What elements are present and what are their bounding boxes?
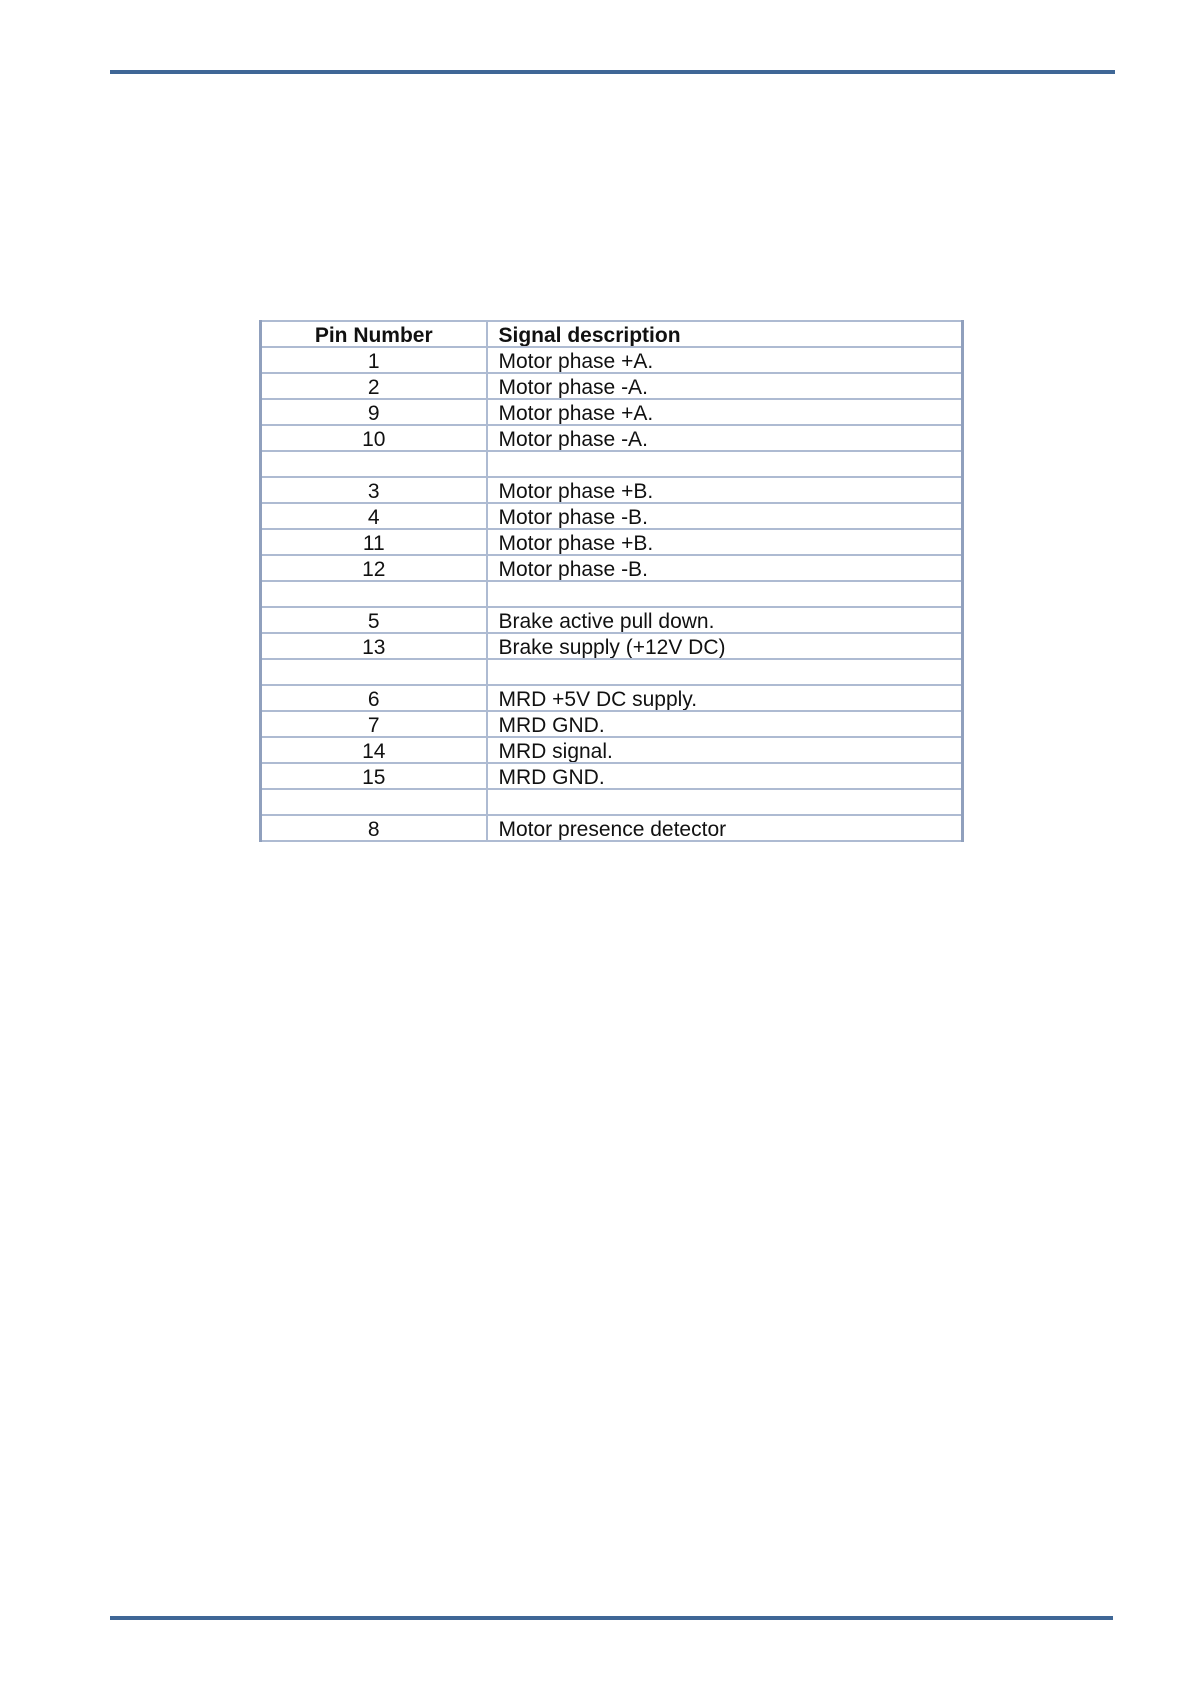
pin-number-cell: 1 — [261, 347, 487, 373]
pin-number-cell: 4 — [261, 503, 487, 529]
signal-description-cell: Motor phase +A. — [487, 347, 963, 373]
signal-description-cell: Motor phase +A. — [487, 399, 963, 425]
pin-number-cell — [261, 581, 487, 607]
table-row — [261, 477, 963, 503]
signal-description-cell: Motor phase +B. — [487, 529, 963, 555]
table-row — [261, 711, 963, 737]
table-row — [261, 633, 963, 659]
pin-number-cell — [261, 451, 487, 477]
pin-signal-table — [259, 320, 964, 842]
table-row — [261, 425, 963, 451]
table-row — [261, 347, 963, 373]
signal-description-cell: Motor phase +B. — [487, 477, 963, 503]
table-row — [261, 503, 963, 529]
signal-description-cell: MRD GND. — [487, 711, 963, 737]
table-header-row — [261, 321, 963, 347]
signal-description-cell: Motor phase -B. — [487, 555, 963, 581]
pin-number-cell: 13 — [261, 633, 487, 659]
signal-description-cell: Motor phase -B. — [487, 503, 963, 529]
signal-description-cell — [487, 581, 963, 607]
table-row — [261, 737, 963, 763]
table-row — [261, 685, 963, 711]
pin-number-cell: 3 — [261, 477, 487, 503]
signal-description-header: Signal description — [487, 321, 963, 347]
header-rule — [110, 70, 1115, 74]
table-row — [261, 815, 963, 841]
pin-number-cell: 5 — [261, 607, 487, 633]
pin-number-cell: 8 — [261, 815, 487, 841]
signal-description-cell: Motor phase -A. — [487, 373, 963, 399]
pin-number-cell: 10 — [261, 425, 487, 451]
pin-number-cell: 9 — [261, 399, 487, 425]
signal-description-cell — [487, 789, 963, 815]
signal-description-cell: Brake supply (+12V DC) — [487, 633, 963, 659]
pin-number-cell — [261, 789, 487, 815]
table-row — [261, 529, 963, 555]
pin-number-cell: 11 — [261, 529, 487, 555]
table-row — [261, 373, 963, 399]
table-row — [261, 399, 963, 425]
signal-description-cell — [487, 451, 963, 477]
signal-description-cell: MRD +5V DC supply. — [487, 685, 963, 711]
pin-number-cell — [261, 659, 487, 685]
table-spacer-row — [261, 451, 963, 477]
table-spacer-row — [261, 789, 963, 815]
signal-description-cell: MRD signal. — [487, 737, 963, 763]
pin-number-header: Pin Number — [261, 321, 487, 347]
signal-description-cell — [487, 659, 963, 685]
pin-number-cell: 15 — [261, 763, 487, 789]
signal-description-cell: Motor presence detector — [487, 815, 963, 841]
table-row — [261, 555, 963, 581]
footer-rule — [110, 1616, 1113, 1620]
pin-number-cell: 12 — [261, 555, 487, 581]
signal-description-cell: Motor phase -A. — [487, 425, 963, 451]
table-body — [261, 347, 963, 841]
table-row — [261, 763, 963, 789]
signal-description-cell: Brake active pull down. — [487, 607, 963, 633]
table-spacer-row — [261, 659, 963, 685]
signal-description-cell: MRD GND. — [487, 763, 963, 789]
pin-number-cell: 7 — [261, 711, 487, 737]
table-spacer-row — [261, 581, 963, 607]
pin-number-cell: 2 — [261, 373, 487, 399]
table-row — [261, 607, 963, 633]
pin-number-cell: 6 — [261, 685, 487, 711]
pin-number-cell: 14 — [261, 737, 487, 763]
